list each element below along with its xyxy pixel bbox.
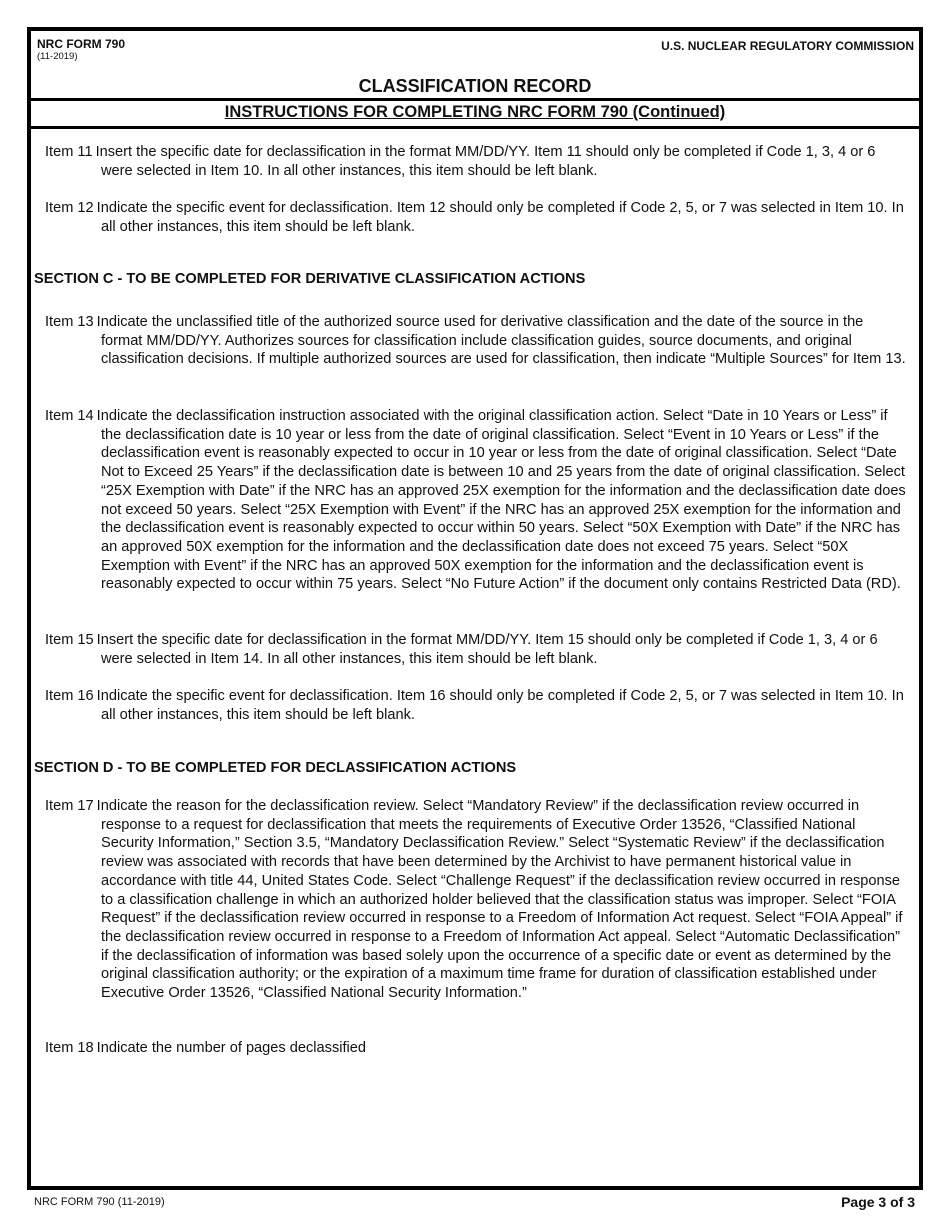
item-text: Indicate the reason for the declassification review. Select “Mandatory Review” if the declassification review occurred in response to a request for declassification that meets the requirements of Executive Order 13526, “Classified National Security Information,” Section 3.5, “Mandatory Declassification Review.” Select “Systematic Review” if the declassification review was associated with records that have been determined by the Archivist to have permanent historical value in accordance with title 44, United States Code. Select “Challenge Request” if the declassification review occurred in response to a classification challenge in which an authorized holder believed that the classification status was improper. Select “FOIA Request” if the declassification review occurred in response to a Freedom of Information Act request. Select “FOIA Appeal” if the declassification review occurred in response to a Freedom of Information Act appeal. Select “Automatic Declassification” if the declassification of information was based solely upon the occurrence of a specific date or event as determined by the original classification authority; or the expiration of a maximum time frame for duration of classification established under Executive Order 13526, “Classified National Security Information.” — [96, 798, 903, 1002]
form-revision: (11-2019) — [37, 50, 78, 62]
form-id-block — [37, 38, 125, 63]
instruction-item-17 — [42, 797, 908, 1003]
agency-name: U.S. NUCLEAR REGULATORY COMMISSION — [661, 39, 914, 53]
item-label: Item 15 — [45, 632, 94, 648]
instruction-item-14 — [42, 407, 908, 594]
instruction-item-15 — [42, 631, 908, 668]
instruction-item-13 — [42, 313, 908, 369]
item-label: Item 14 — [45, 408, 94, 424]
form-subtitle: INSTRUCTIONS FOR COMPLETING NRC FORM 790 (Continued) — [224, 103, 726, 121]
item-label: Item 18 — [45, 1040, 94, 1056]
item-label: Item 13 — [45, 314, 94, 330]
instruction-item-16 — [42, 687, 908, 724]
instruction-item-18 — [42, 1039, 908, 1058]
item-text: Insert the specific date for declassification in the format MM/DD/YY. Item 15 should only be completed if Code 1, 3, 4 or 6 were selected in Item 14. In all other instances, this item should be left blank. — [96, 632, 878, 667]
section-c-heading: SECTION C - TO BE COMPLETED FOR DERIVATIVE CLASSIFICATION ACTIONS — [34, 271, 586, 287]
item-text: Indicate the unclassified title of the authorized source used for derivative classification and the date of the source in the format MM/DD/YY. Authorizes sources for classification include classification guides, source documents, and original classification decisions. If multiple authorized sources are used for classification, then indicate “Multiple Sources” for Item 13. — [96, 314, 906, 368]
item-text: Indicate the declassification instruction associated with the original classification action. Select “Date in 10 Years or Less” if the declassification date is 10 year or less from the date of original classification. Select “Event in 10 Years or Less” if the declassification event is reasonably expected to occur in 10 year or less from the date of original classification. Select “Date Not to Exceed 25 Years” if the declassification date is between 10 and 25 years from the date of original classification. Select “25X Exemption with Date” if the NRC has an approved 25X exemption for the information and the declassification date does not exceed 50 years. Select “25X Exemption with Event” if the NRC has an approved 25X exemption for the information and the declassification event is reasonably expected to occur within 50 years. Select “50X Exemption with Date” if the NRC has an approved 50X exemption for the information and the declassification date does not exceed 75 years. Select “50X Exemption with Event” if the NRC has an approved 50X exemption for the information and the declassification event is reasonably expected to occur within 75 years. Select “No Future Action” if the document only contains Restricted Data (RD). — [96, 408, 906, 593]
item-label: Item 16 — [45, 688, 94, 704]
item-text: Indicate the number of pages declassified — [96, 1040, 367, 1056]
item-text: Indicate the specific event for declassification. Item 12 should only be completed if Code 2, 5, or 7 was selected in Item 10. In all other instances, this item should be left blank. — [96, 200, 904, 235]
section-d-heading: SECTION D - TO BE COMPLETED FOR DECLASSIFICATION ACTIONS — [34, 760, 517, 776]
instruction-item-11 — [42, 143, 908, 180]
item-label: Item 17 — [45, 798, 94, 814]
form-frame — [27, 27, 923, 1190]
item-text: Indicate the specific event for declassification. Item 16 should only be completed if Code 2, 5, or 7 was selected in Item 10. In all other instances, this item should be left blank. — [96, 688, 904, 723]
item-label: Item 11 — [45, 144, 93, 160]
subtitle-divider — [31, 126, 919, 129]
form-name: NRC FORM 790 — [37, 37, 126, 51]
instruction-item-12 — [42, 199, 908, 236]
form-title: CLASSIFICATION RECORD — [358, 76, 592, 96]
item-text: Insert the specific date for declassification in the format MM/DD/YY. Item 11 should only be completed if Code 1, 3, 4 or 6 were selected in Item 10. In all other instances, this item should be left blank. — [95, 144, 876, 179]
footer-form-id: NRC FORM 790 (11-2019) — [34, 1196, 165, 1208]
page-number: Page 3 of 3 — [841, 1194, 915, 1210]
title-divider — [31, 98, 919, 101]
item-label: Item 12 — [45, 200, 94, 216]
